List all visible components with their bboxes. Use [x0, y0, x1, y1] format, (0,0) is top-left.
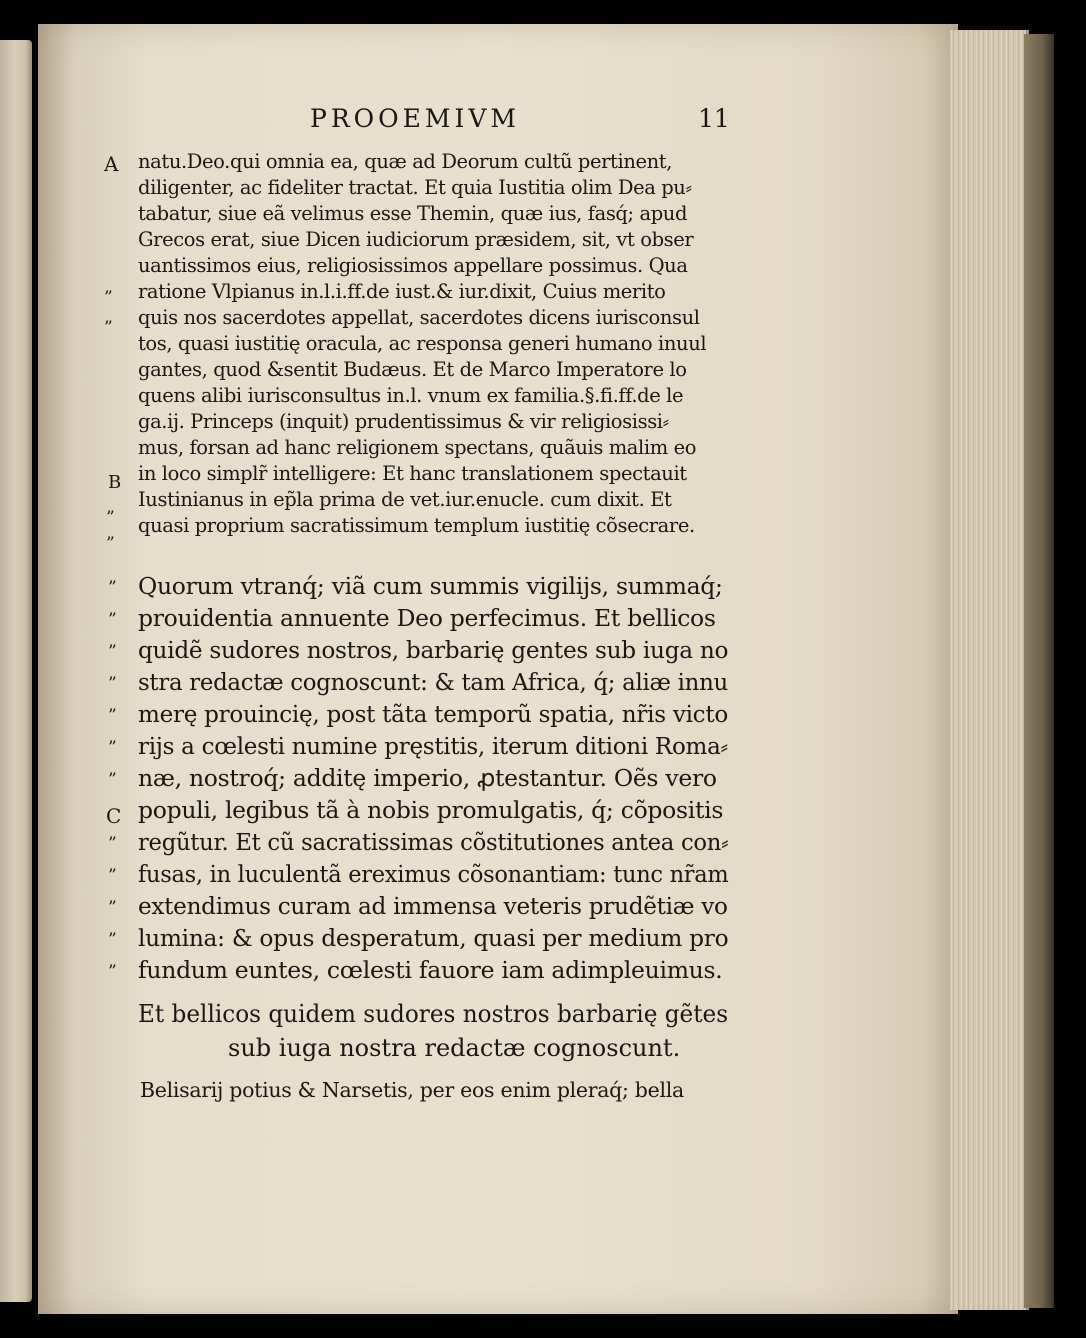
gloss-line: natu.Deo.qui omnia ea, quæ ad Deorum cultũ pertinent, [138, 150, 673, 173]
main-text-line: extendimus curam ad immensa veteris prudẽtiæ vo [138, 892, 728, 920]
quote-marker: ” [104, 318, 113, 338]
page-block-edges [950, 30, 1029, 1310]
quote-marker: ” [104, 288, 113, 308]
gloss-line: diligenter, ac fideliter tractat. Et quia Iustitia olim Dea pu⸗ [138, 176, 692, 199]
quote-marker: ” [108, 642, 117, 662]
gloss-line: quis nos sacerdotes appellat, sacerdotes dicens iurisconsul [138, 306, 700, 329]
gloss-line: Iustinianus in ep̃la prima de vet.iur.enucle. cum dixit. Et [138, 488, 672, 511]
quote-marker: ” [106, 508, 115, 528]
quote-marker: ” [108, 738, 117, 758]
section-letter-b: B [108, 472, 122, 493]
main-text-line: quidẽ sudores nostros, barbarię gentes sub iuga no [138, 636, 729, 664]
quote-marker: ” [106, 534, 115, 554]
gloss-line: uantissimos eius, religiosissimos appellare possimus. Qua [138, 254, 688, 277]
quote-marker: ” [108, 706, 117, 726]
gloss-line: in loco simplr̃ intelligere: Et hanc translationem spectauit [138, 462, 687, 485]
main-text-line: næ, nostroq́; additę imperio, ꝓtestantur. Oẽs vero [138, 764, 717, 792]
main-text-line: merę prouincię, post tãta temporũ spatia, nr̃is victo [138, 700, 728, 728]
quote-marker: ” [108, 834, 117, 854]
main-text-line: prouidentia annuente Deo perfecimus. Et bellicos [138, 604, 716, 632]
main-text-line: stra redactæ cognoscunt: & tam Africa, q́; aliæ innu [138, 668, 728, 696]
page-number: 11 [698, 104, 730, 133]
running-head: PROOEMIVM [310, 104, 521, 133]
main-text-line: fusas, in luculentã ereximus cõsonantiam: tunc nr̃am [138, 860, 729, 888]
gloss-line: ratione Vlpianus in.l.i.ff.de iust.& iur.dixit, Cuius merito [138, 280, 666, 303]
quote-marker: ” [108, 674, 117, 694]
gloss-line: tabatur, siue eã velimus esse Themin, quæ ius, fasq́; apud [138, 202, 688, 225]
section-letter-a: A [104, 152, 119, 176]
lemma-line-1: Et bellicos quidem sudores nostros barbarię gẽtes [138, 1000, 729, 1028]
quote-marker: ” [108, 962, 117, 982]
lemma-line-2: sub iuga nostra redactæ cognoscunt. [228, 1034, 681, 1062]
main-text-line: Quorum vtranq́; viã cum summis vigilijs, summaq́; [138, 572, 723, 600]
section-letter-c: C [106, 804, 122, 828]
quote-marker: ” [108, 898, 117, 918]
gloss-line: mus, forsan ad hanc religionem spectans, quãuis malim eo [138, 436, 697, 459]
gloss-line: gantes, quod &sentit Budæus. Et de Marco Imperatore lo [138, 358, 687, 381]
gloss-line: ga.ij. Princeps (inquit) prudentissimus & vir religiosissi⸗ [138, 410, 669, 433]
main-text-line: lumina: & opus desperatum, quasi per medium pro [138, 924, 729, 952]
quote-marker: ” [108, 930, 117, 950]
main-text-line: regũtur. Et cũ sacratissimas cõstitutiones antea con⸗ [138, 828, 729, 856]
book-cover-edge [1024, 34, 1054, 1308]
quote-marker: ” [108, 578, 117, 598]
gloss-line: quasi proprium sacratissimum templum iustitię cõsecrare. [138, 514, 695, 537]
quote-marker: ” [108, 770, 117, 790]
main-text-line: fundum euntes, cœlesti fauore iam adimpleuimus. [138, 956, 723, 984]
gloss-line: quens alibi iurisconsultus in.l. vnum ex familia.§.fi.ff.de le [138, 384, 684, 407]
main-text-line: populi, legibus tã à nobis promulgatis, q́; cõpositis [138, 796, 724, 824]
quote-marker: ” [108, 866, 117, 886]
gloss-line: Grecos erat, siue Dicen iudiciorum præsidem, sit, vt obser [138, 228, 694, 251]
quote-marker: ” [108, 610, 117, 630]
gloss-line: tos, quasi iustitię oracula, ac responsa generi humano inuul [138, 332, 707, 355]
left-facing-page-edge [0, 40, 32, 1302]
main-text-line: rijs a cœlesti numine pręstitis, iterum ditioni Roma⸗ [138, 732, 728, 760]
commentary-line: Belisarij potius & Narsetis, per eos enim pleraq́; bella [140, 1078, 684, 1102]
